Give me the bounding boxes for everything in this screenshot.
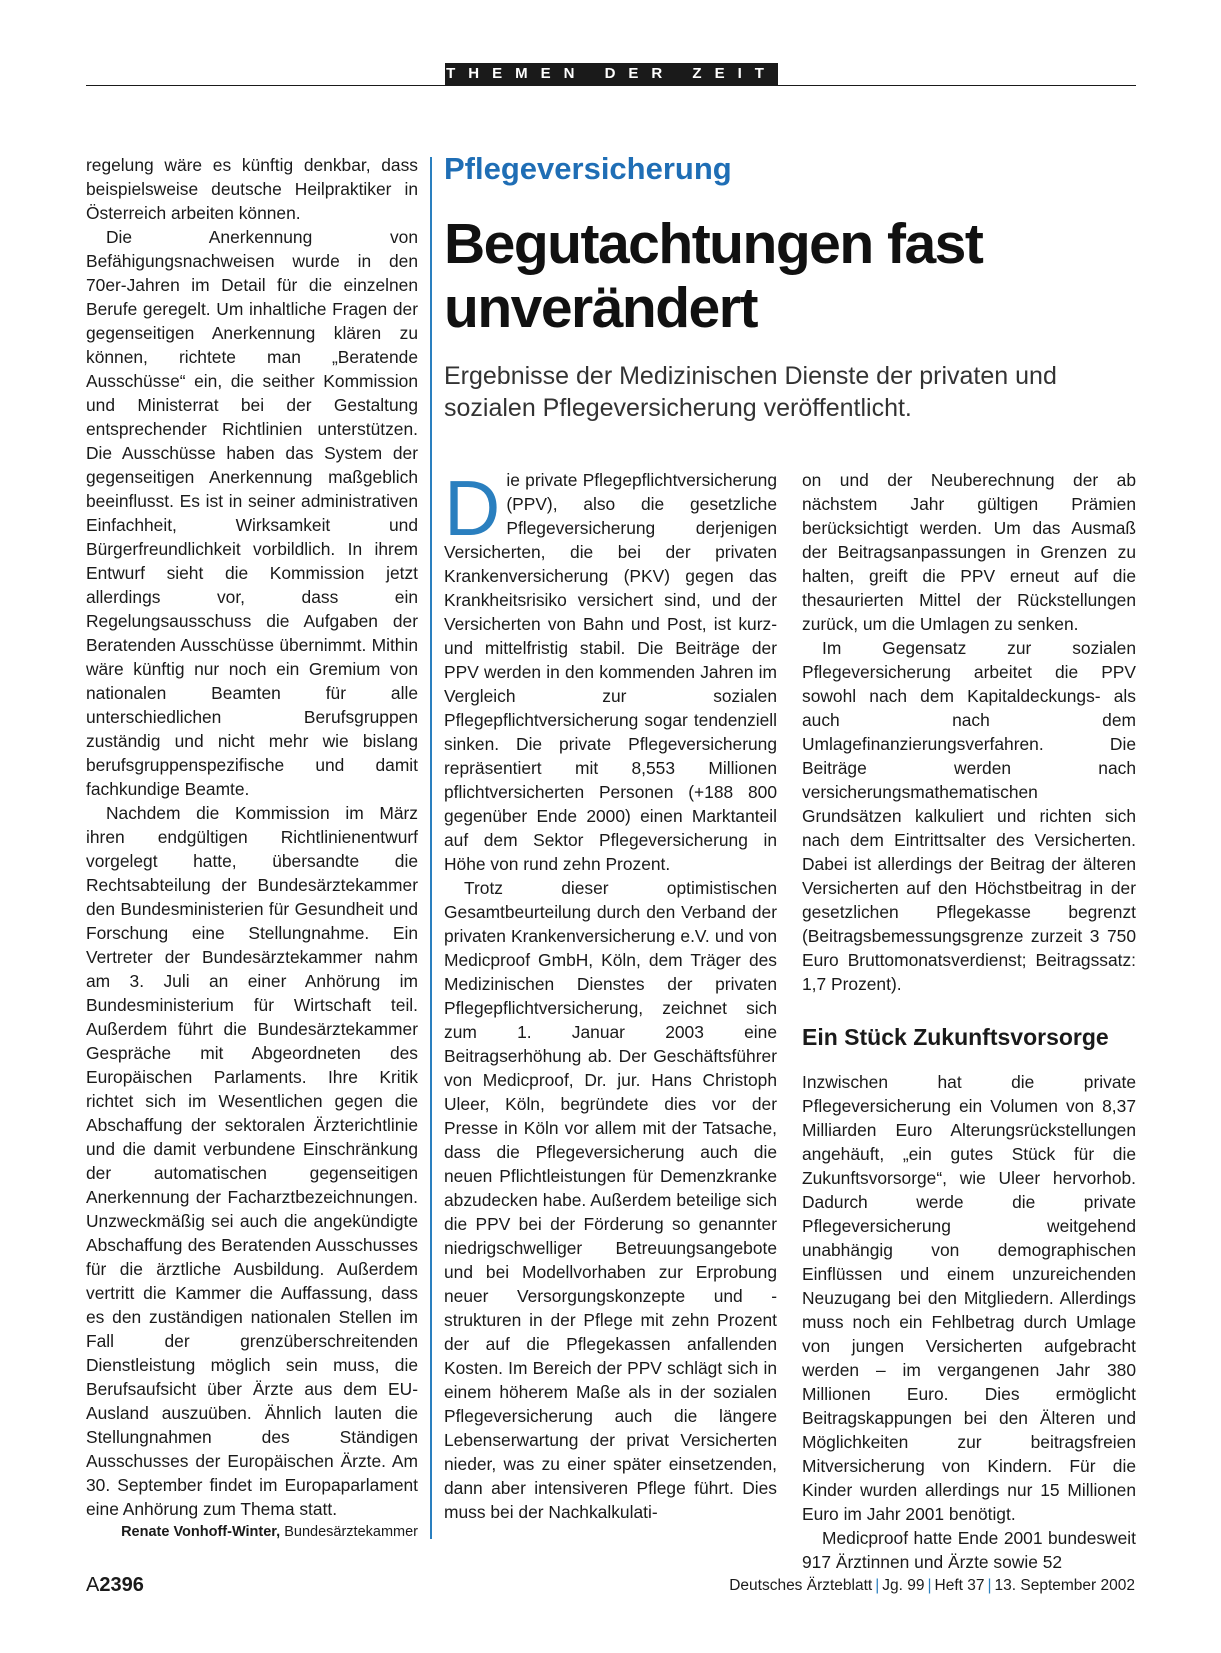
lead-paragraph	[444, 464, 777, 876]
journal-name: Deutsches Ärzteblatt	[729, 1577, 873, 1594]
column-divider	[430, 157, 432, 1539]
journal-date: 13. September 2002	[994, 1577, 1135, 1594]
section-header: THEMEN DER ZEIT	[445, 63, 778, 85]
page-number-value: 2396	[99, 1574, 144, 1596]
footer-separator: |	[927, 1577, 932, 1594]
article-headline: Begutachtungen fast unverändert	[444, 212, 983, 340]
byline-name: Renate Vonhoff-Winter,	[121, 1524, 281, 1540]
page-number	[86, 1574, 144, 1597]
header-rule	[86, 85, 1136, 86]
footer-separator: |	[987, 1577, 992, 1594]
right-paragraph: Im Gegensatz zur sozialen Pflegeversicherung arbeitet die PPV sowohl nach dem Kapitaldeckungs- als auch nach dem Umlagefinanzierungsverfahren. Die Beiträge werden nach versicherungsmathematischen Grundsätzen kalkuliert und richten sich nach dem Eintrittsalter des Versicherten. Dabei ist allerdings der Beitrag der älteren Versicherten auf den Höchstbeitrag in der gesetzlichen Pflegekasse begrenzt (Beitragsbemessungsgrenze zurzeit 3 750 Euro Bruttomonatsverdienst; Beitragssatz: 1,7 Prozent).	[802, 638, 1136, 994]
drop-cap: D	[444, 464, 501, 552]
left-paragraph: Nachdem die Kommission im März ihren endgültigen Richtlinienentwurf vorgelegt hatte, übersandte die Rechtsabteilung der Bundesärztekammer den Bundesministerien für Gesundheit und Forschung eine Stellungnahme. Ein Vertreter der Bundesärztekammer nahm am 3. Juli an einer Anhörung im Bundesministerium für Wirtschaft teil. Außerdem führt die Bundesärztekammer Gespräche mit Abgeordneten des Europäischen Parlaments. Ihre Kritik richtet sich im Wesentlichen gegen die Abschaffung der sektoralen Ärzterichtlinie und die damit verbundene Einschränkung der automatischen gegenseitigen Anerkennung der Facharztbezeichnungen. Unzweckmäßig sei auch die angekündigte Abschaffung des Beratenden Ausschusses für die ärztliche Ausbildung. Außerdem vertritt die Kammer die Auffassung, dass es den zuständigen nationalen Stellen im Fall der grenzüberschreitenden Dienstleistung möglich sein muss, die Berufsaufsicht über Ärzte aus dem EU-Ausland auszuüben. Ähnlich lauten die Stellungnahmen des Ständigen Ausschusses der Europäischen Ärzte. Am 30. September findet im Europaparlament eine Anhörung zum Thema statt.	[86, 803, 418, 1519]
lead-paragraph-text: ie private Pflegepflichtversicherung (PPV), also die gesetzliche Pflegeversicherung derjenigen Versicherten, die bei der privaten Krankenversicherung (PKV) gegen das Krankheitsrisiko versichert sind, und der Versicherten von Bahn und Post, ist kurz- und mittelfristig stabil. Die Beiträge der PPV werden in den kommenden Jahren im Vergleich zur sozialen Pflegepflichtversicherung sogar tendenziell sinken. Die private Pflegeversicherung repräsentiert mit 8,553 Millionen pflichtversicherten Personen (+188 800 gegenüber Ende 2000) einen Marktanteil auf dem Sektor Pflegeversicherung in Höhe von rund zehn Prozent.	[444, 470, 777, 874]
footer-info	[729, 1577, 1135, 1595]
byline	[86, 1521, 418, 1543]
footer-separator: |	[875, 1577, 880, 1594]
right-paragraph: on und der Neuberechnung der ab nächstem Jahr gültigen Prämien berücksichtigt werden. Um das Ausmaß der Beitragsanpassungen in Grenzen zu halten, greift die PPV erneut auf die thesaurierten Mittel der Rückstellungen zurück, um die Umlagen zu senken.	[802, 470, 1136, 634]
left-paragraph: Die Anerkennung von Befähigungsnachweisen wurde in den 70er-Jahren im Detail für die einzelnen Berufe geregelt. Um inhaltliche Fragen der gegenseitigen Anerkennung klären zu können, richtete man „Beratende Ausschüsse“ ein, die seither Kommission und Ministerrat bei der Gestaltung entsprechender Richtlinien unterstützen. Die Ausschüsse haben das System der gegenseitigen Anerkennung maßgeblich beeinflusst. Es ist in seiner administrativen Einfachheit, Wirksamkeit und Bürgerfreundlichkeit vorbildlich. In ihrem Entwurf sieht die Kommission jetzt allerdings vor, dass ein Regelungsausschuss die Aufgaben der Beratenden Ausschüsse übernimmt. Mithin wäre künftig nur noch ein Gremium von nationalen Beamten für alle unterschiedlichen Berufsgruppen zuständig und nicht mehr wie bislang berufsgruppenspezifische und damit fachkundige Beamte.	[86, 227, 418, 799]
byline-org: Bundesärztekammer	[280, 1524, 418, 1540]
middle-paragraph: Trotz dieser optimistischen Gesamtbeurteilung durch den Verband der privaten Krankenversicherung e.V. und von Medicproof GmbH, Köln, dem Träger des Medizinischen Dienstes der privaten Pflegepflichtversicherung, zeichnet sich zum 1. Januar 2003 eine Beitragserhöhung ab. Der Geschäftsführer von Medicproof, Dr. jur. Hans Christoph Uleer, Köln, begründete dies vor der Presse in Köln vor allem mit der Tatsache, dass die Pflegeversicherung auch die neuen Pflichtleistungen für Demenzkranke abzudecken habe. Außerdem beteilige sich die PPV bei der Förderung so genannter niedrigschwelliger Betreuungsangebote und bei Modellvorhaben zur Erprobung neuer Versorgungskonzepte und -strukturen in der Pflege mit zehn Prozent der auf die Pflegekassen anfallenden Kosten. Im Bereich der PPV schlägt sich in einem höherem Maße als in der sozialen Pflegeversicherung auch die längere Lebenserwartung der privat Versicherten nieder, was zu einer später einsetzenden, dann aber intensiveren Pflege führt. Dies muss bei der Nachkalkulati-	[444, 878, 777, 1522]
article-dek: Ergebnisse der Medizinischen Dienste der privaten und sozialen Pflegeversicherung veröffentlicht.	[444, 362, 1057, 422]
left-column	[86, 153, 418, 1543]
right-paragraph: Medicproof hatte Ende 2001 bundesweit 917 Ärztinnen und Ärzte sowie 52	[802, 1528, 1136, 1572]
left-paragraph: regelung wäre es künftig denkbar, dass beispielsweise deutsche Heilpraktiker in Österreich arbeiten können.	[86, 155, 418, 223]
journal-volume: Jg. 99	[882, 1577, 925, 1594]
right-column	[802, 468, 1136, 1574]
page-prefix: A	[86, 1574, 100, 1596]
article-kicker: Pflegeversicherung	[444, 151, 732, 186]
journal-issue: Heft 37	[934, 1577, 985, 1594]
middle-column	[444, 464, 777, 1524]
article-subhead: Ein Stück Zukunftsvorsorge	[802, 1024, 1109, 1050]
right-paragraph: Inzwischen hat die private Pflegeversicherung ein Volumen von 8,37 Milliarden Euro Alterungsrückstellungen angehäuft, „ein gutes Stück für die Zukunftsvorsorge“, wie Uleer hervorhob. Dadurch werde die private Pflegeversicherung weitgehend unabhängig von demographischen Einflüssen und einem unzureichenden Neuzugang bei den Mitgliedern. Allerdings muss noch ein Fehlbetrag durch Umlage von jungen Versicherten aufgebracht werden – im vergangenen Jahr 380 Millionen Euro. Dies ermöglicht Beitragskappungen bei den Älteren und Möglichkeiten zur beitragsfreien Mitversicherung von Kindern. Für die Kinder wurden allerdings nur 15 Millionen Euro im Jahr 2001 benötigt.	[802, 1072, 1136, 1524]
